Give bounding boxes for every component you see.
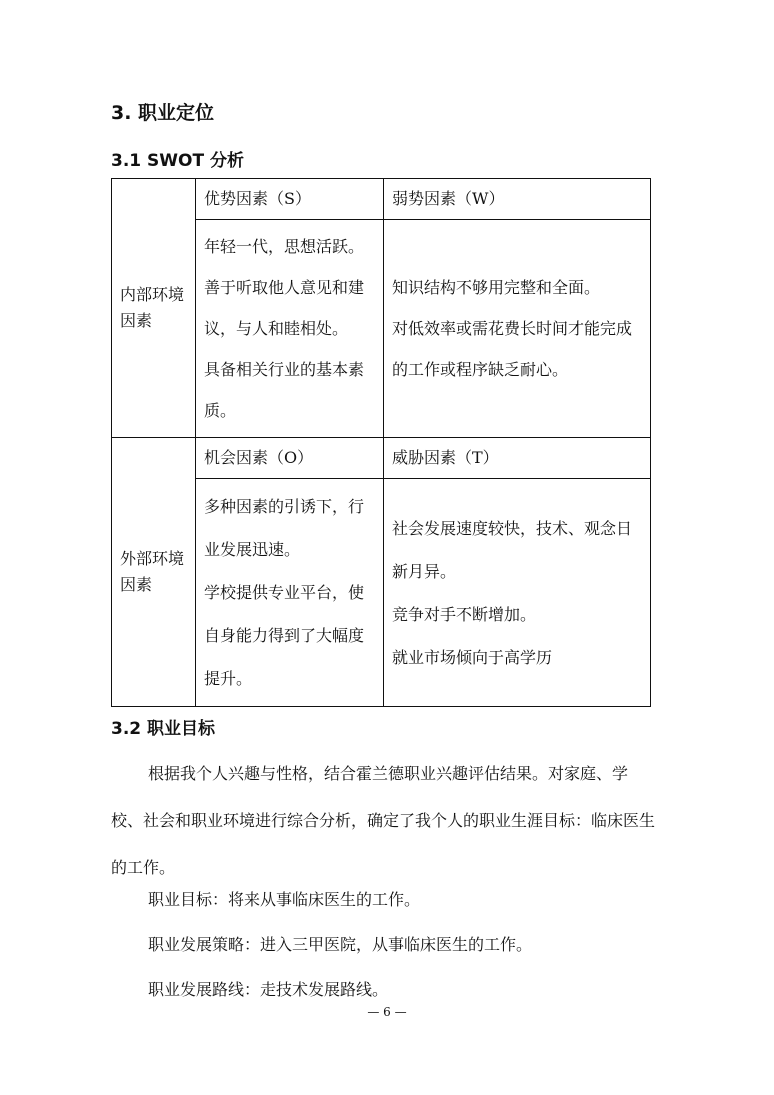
strengths-header: 优势因素（S） <box>196 179 384 220</box>
weaknesses-cell <box>384 220 651 438</box>
goal-line: 职业目标：将来从事临床医生的工作。 <box>148 890 421 909</box>
goal-line: 职业发展路线：走技术发展路线。 <box>148 980 389 999</box>
threats-header: 威胁因素（T） <box>384 438 651 479</box>
threat-item: 社会发展速度较快，技术、观念日新月异。 <box>392 518 633 581</box>
section-title: 3. 职业定位 <box>111 102 215 124</box>
weaknesses-header: 弱势因素（W） <box>384 179 651 220</box>
swot-title: 3.1 SWOT 分析 <box>111 151 244 171</box>
opportunities-header: 机会因素（O） <box>196 438 384 479</box>
threat-item: 竞争对手不断增加。 <box>392 604 537 624</box>
strengths-cell <box>196 220 384 438</box>
external-factors-label: 外部环境因素 <box>112 438 196 707</box>
opportunity-item: 多种因素的引诱下，行业发展迅速。 <box>204 497 365 559</box>
weakness-item: 对低效率或需花费长时间才能完成的工作或程序缺乏耐心。 <box>392 319 633 379</box>
weakness-item: 知识结构不够用完整和全面。 <box>392 278 601 297</box>
threats-cell <box>384 479 651 707</box>
goal-line: 职业发展策略：进入三甲医院，从事临床医生的工作。 <box>148 935 533 954</box>
opportunity-item: 学校提供专业平台，使自身能力得到了大幅度提升。 <box>204 583 365 688</box>
goal-paragraph: 根据我个人兴趣与性格，结合霍兰德职业兴趣评估结果。对家庭、学校、社会和职业环境进行综合分析，确定了我个人的职业生涯目标：临床医生的工作。 <box>111 764 656 877</box>
goal-title: 3.2 职业目标 <box>111 719 216 739</box>
page-number: — 6 — <box>367 1005 407 1019</box>
opportunities-cell <box>196 479 384 707</box>
strength-item: 具备相关行业的基本素质。 <box>204 360 365 420</box>
strength-item: 善于听取他人意见和建议，与人和睦相处。 <box>204 278 365 338</box>
threat-item: 就业市场倾向于高学历 <box>392 647 553 667</box>
internal-factors-label: 内部环境因素 <box>112 179 196 438</box>
strength-item: 年轻一代，思想活跃。 <box>204 237 365 256</box>
swot-table <box>111 178 651 707</box>
